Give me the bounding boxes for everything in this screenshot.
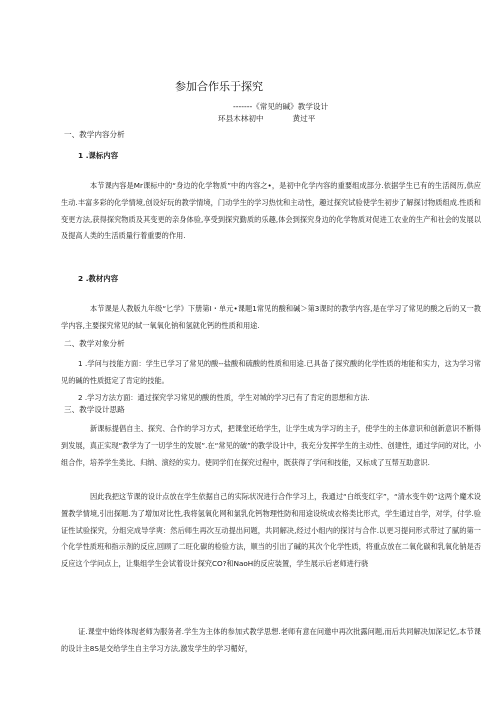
paragraph-curriculum: 本节课内容是Mr课标中的“身边的化学物质”中的内容之•，是初中化学内容的重要组成部分.依据学生已有的生活阅历,供应生动.丰富多彩的化学情境,创设好玩的教学情境，门动学生的学习热忱和主动性，趣过探究试验使学生初步了解探讨物质组成.性质和变更方法,获得探究物质及其变更的亲身体验,享受到探究勤质的乐趣,体会到探究身边的化学物质对促进工农业的生产和社会的发展以及提高人类的生活质量行着重要的作用. [61, 181, 481, 241]
paragraph-knowledge-skills: 1 .学问与技能方面：学生已学习了常见的酸--盐酸和硫酸的性质和用途.已具备了探究酸的化学性质的地能和实力，这为学习常见的碱的性质挺定了肯定的技能。 [61, 359, 481, 385]
subsection-heading-1-2: 2 .教材内容 [78, 274, 119, 283]
section-heading-1: 一、教学内容分析 [64, 130, 125, 139]
paragraph-design-1: 新课标提倡自主、探究、合作的学习方式，把课堂还给学生，让学生成为学习的主子，使学生的主体意识和创新意识不断得到发展，真正实现“教学为了一切学生的发展”.在“常见的破”的教学设计中，我充分发挥学生的主动性、创建性，通过学问的对比，小组合作，培养学生类比、归纳、演经的实力。使同学们在探究过程中，既获得了学问和技能，又标成了互帮互助意识. [61, 424, 481, 467]
section-heading-3: 三、教学设计思路 [64, 405, 125, 414]
subsection-heading-1-1: 1 .课标内容 [78, 151, 119, 160]
paragraph-design-3: 证.课堂中始终体现老师为服务者.学生为主体的参加式教学思想.老师有意在问邀中再次批露问题,而后共同解决加深记忆,本节课的设计主8S是交给学生自主学习方法,激发学生的学习楣好， [61, 627, 481, 653]
document-subtitle: -------《常见的碱》教学设计 [233, 102, 329, 111]
paragraph-design-2: 因此我把这节课的设计点放在学生依据自己的实际状况进行合作学习上，我通过“白纸变红字”，“清水变牛奶”这两个魔术设置教学情境,引出探题.为了增加对比性,我将氢氧化网和氯乳化钙物理性防和用途设统成衣格类比形式，学生通过自学，对学，付学.验证性试验探究，分组完成导学爽：然后师生再次互动提出问题，共同解决,经过小组内的探讨与合作.以更习提问形式带过了腻的第一个化学性质班和指示剂的反应,回顾了二旺化碳的检验方法，顺当的引出了碱的其次个化学性质，将重点放在二氧化碳和乳氧化钠是否反应这个学问点上，让集组学生会试着设计探究CO?和NaoH的反应装置，学生展示后老师进行骁 [61, 492, 481, 569]
paragraph-learning-methods: 2 .学习方法方面：通过探究学习常见的酸的性质，学生对城的学习已有了肯定的思想和方法. [78, 393, 370, 402]
document-title: 参加合作乐于探究 [175, 80, 263, 93]
paragraph-textbook: 本节课是人教版九年级“匕学》下册第I・单元•课题1常见的酸和碱＞第3课时的教学内容,是在学习了常见的酸之后的又一教学内容,主要探究常见的轼一氧氧化钠和氢就化钙的性质和用途. [61, 304, 481, 330]
section-heading-2: 二、教学对象分析 [64, 339, 125, 348]
author-line: 环县木林初中 黄过平 [218, 114, 316, 123]
